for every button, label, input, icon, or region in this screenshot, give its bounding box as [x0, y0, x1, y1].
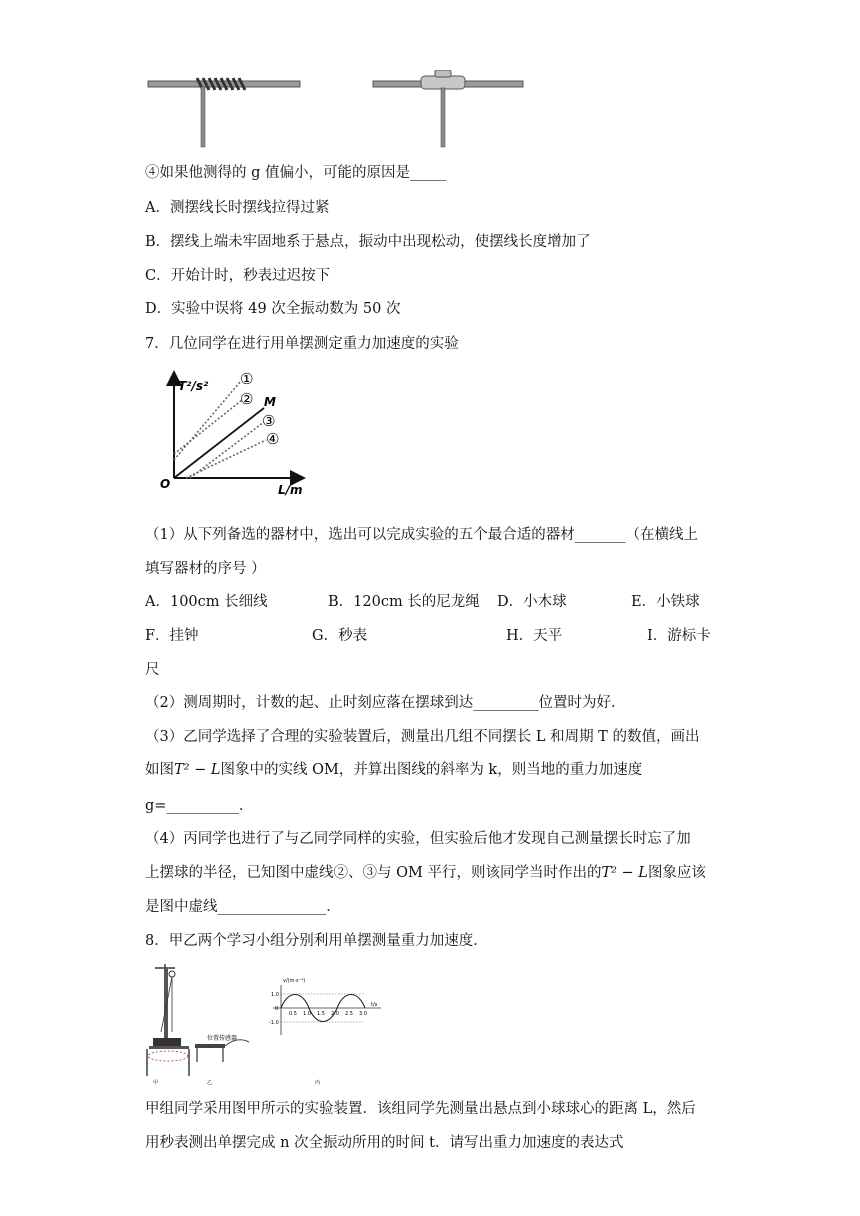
option-b: B．摆线上端未牢固地系于悬点，振动中出现松动，使摆线长度增加了 [145, 234, 591, 250]
x-tick-2-0: 2.0 [331, 1011, 339, 1017]
q8-apparatus-figure [145, 960, 390, 1086]
math-t2-l: T² − L [601, 865, 648, 881]
option-d: D．实验中误将 49 次全振动数为 50 次 [145, 301, 401, 317]
x-tick-3-0: 3.0 [359, 1011, 367, 1017]
clamp-block [373, 70, 523, 147]
equipment-h: H．天平 [506, 628, 563, 644]
wound-wire-clamp [148, 78, 300, 147]
text-fragment: 上摆球的半径，已知图中虚线②、③与 OM 平行，则该同学当时作出的 [145, 865, 602, 881]
x-tick-2-5: 2.5 [345, 1011, 353, 1017]
x-axis-label: L/m [278, 483, 303, 497]
y-tick-1: 1.0 [271, 992, 279, 998]
curve-label-4: ④ [266, 430, 280, 448]
q7-part1-line1: （1）从下列备选的器材中，选出可以完成实验的五个最合适的器材_______（在横线上 [145, 527, 698, 543]
equipment-g: G．秒表 [312, 628, 368, 644]
equipment-row-2 [145, 626, 715, 646]
origin-label: O [160, 477, 171, 491]
equipment-d: D．小木球 [497, 594, 567, 610]
question-8-title: 8．甲乙两个学习小组分别利用单摆测量重力加速度． [145, 933, 488, 949]
y-axis-label: T²/s² [178, 379, 209, 393]
q7-part4-line3: 是图中虚线_______________． [145, 899, 341, 915]
q8-body-line2: 用秒表测出单摆完成 n 次全振动所用的时间 t．请写出重力加速度的表达式 [145, 1135, 624, 1151]
x-tick-1-5: 1.5 [317, 1011, 325, 1017]
q7-part2: （2）测周期时，计数的起、止时刻应落在摆球到达_________位置时为好． [145, 695, 626, 711]
q7-part3-line1: （3）乙同学选择了合理的实验装置后，测量出几组不同摆长 L 和周期 T 的数值，画出 [145, 729, 700, 745]
equipment-row-1 [145, 592, 715, 612]
sensor-label: 位置传感器 [207, 1035, 238, 1042]
t2-l-graph [160, 368, 310, 498]
wave-ylabel: v/(m·s⁻¹) [283, 978, 306, 984]
velocity-time-graph [269, 978, 381, 1035]
q7-part4-line2 [145, 863, 706, 883]
text-fragment: 如图 [145, 762, 174, 778]
text-fragment: 图象应该 [647, 865, 706, 881]
panel-label-jia: 甲 [153, 1080, 159, 1086]
equipment-e: E．小铁球 [631, 594, 700, 610]
curve-label-1: ① [240, 370, 254, 388]
question-7-title: 7．几位同学在进行用单摆测定重力加速度的实验 [145, 336, 459, 352]
equipment-b: B．120cm 长的尼龙绳 [328, 594, 480, 610]
equipment-row-3: 尺 [145, 662, 160, 678]
math-t2-l: T² − L [174, 762, 221, 778]
position-sensor [195, 1034, 249, 1062]
q7-part3-line2 [145, 760, 642, 780]
equipment-i: I．游标卡 [647, 628, 711, 644]
q7-part1-line2: 填写器材的序号 ） [145, 561, 266, 577]
curve-label-2: ② [240, 390, 254, 408]
q7-part3-line3: g=__________． [145, 798, 254, 814]
option-a: A．测摆线长时摆线拉得过紧 [145, 200, 330, 216]
equipment-f: F．挂钟 [145, 628, 199, 644]
panel-label-yi: 乙 [207, 1080, 213, 1086]
panel-label-bing: 丙 [315, 1080, 321, 1086]
q8-body-line1: 甲组同学采用图甲所示的实验装置．该组同学先测量出悬点到小球球心的距离 L，然后 [145, 1101, 696, 1117]
pendulum-clamp-figure [145, 70, 530, 152]
x-tick-1-0: 1.0 [303, 1011, 311, 1017]
y-tick-neg1: -1.0 [269, 1020, 279, 1026]
text-fragment: 图象中的实线 OM，并算出图线的斜率为 k，则当地的重力加速度 [220, 762, 643, 778]
question-part4: ④如果他测得的 g 值偏小，可能的原因是_____ [145, 165, 447, 181]
x-tick-0-5: 0.5 [289, 1011, 297, 1017]
wave-xlabel: t/s [371, 1002, 378, 1008]
dashed-line-3 [190, 422, 264, 478]
q7-part4-line1: （4）丙同学也进行了与乙同学同样的实验，但实验后他才发现自己测量摆长时忘了加 [145, 831, 691, 847]
option-c: C．开始计时，秒表过迟按下 [145, 268, 331, 284]
pendulum-stand [147, 964, 189, 1076]
curve-label-3: ③ [262, 412, 276, 430]
line-label-m: M [264, 395, 276, 409]
equipment-a: A．100cm 长细线 [145, 594, 268, 610]
y-tick-0: 0 [275, 1006, 279, 1012]
